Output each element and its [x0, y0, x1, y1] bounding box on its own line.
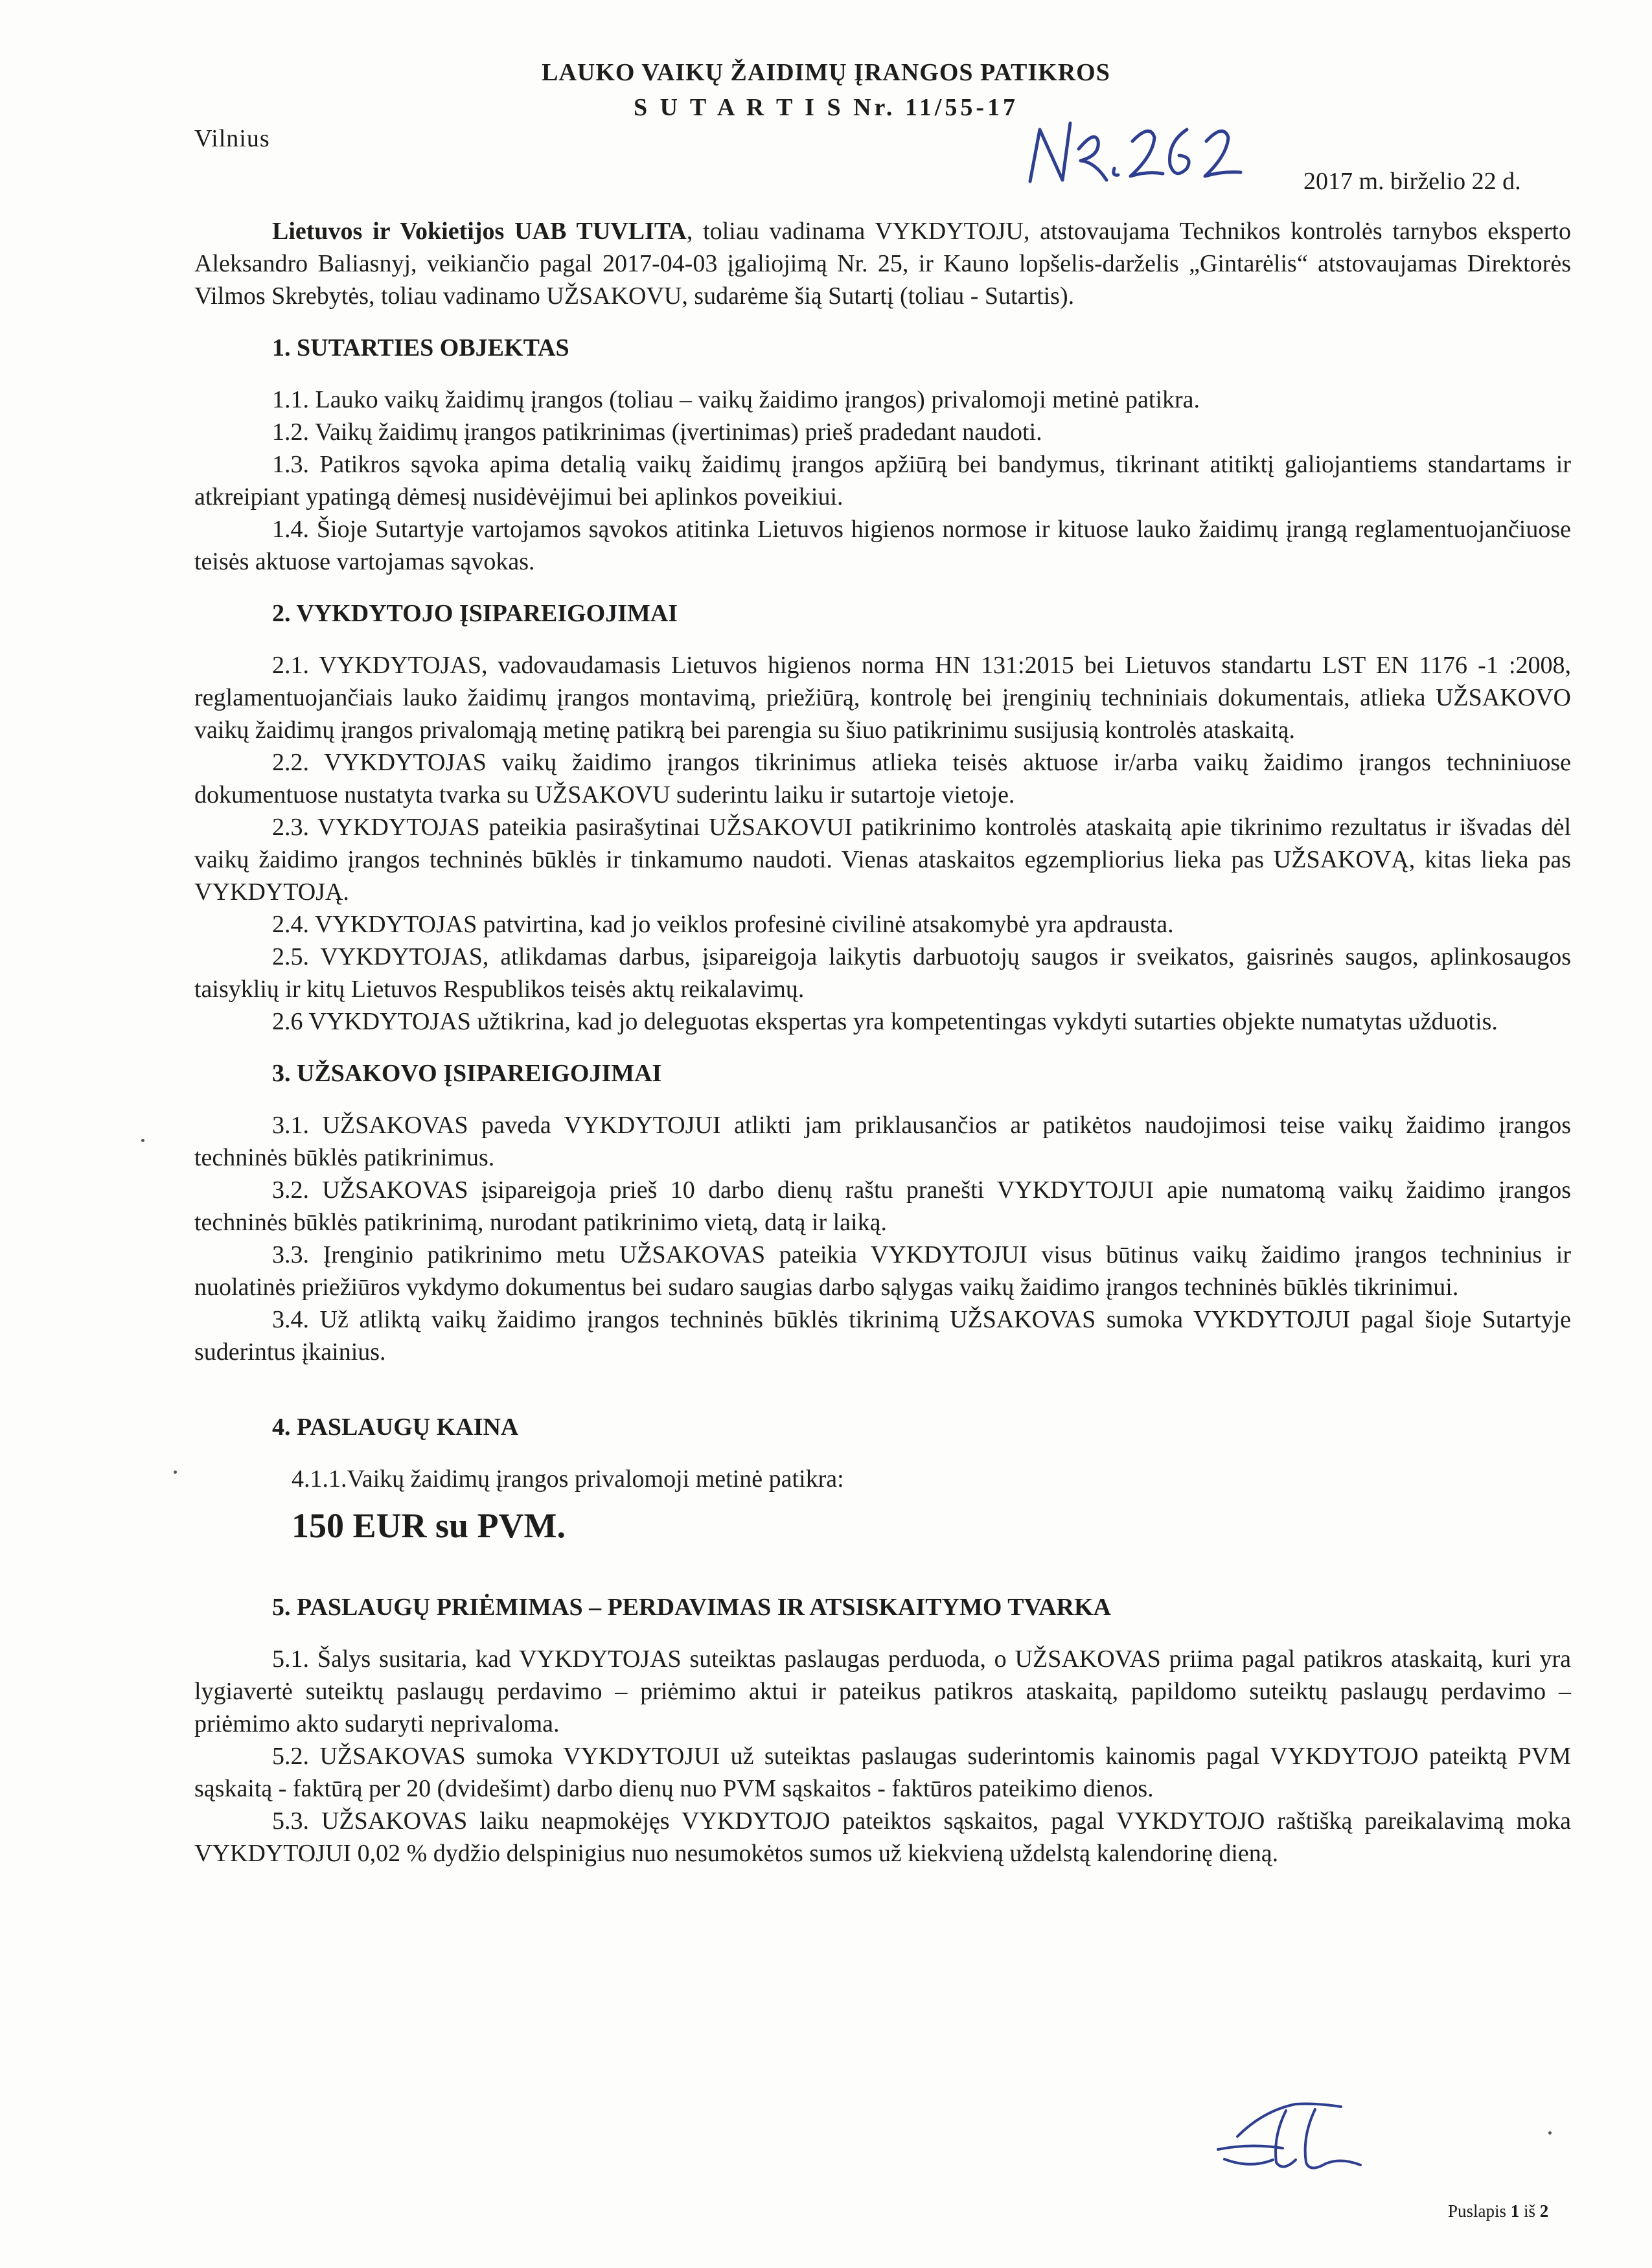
document-body: [194, 215, 1571, 1870]
clause-1-2: 1.2. Vaikų žaidimų įrangos patikrinimas (įvertinimas) prieš pradedant naudoti.: [272, 418, 1042, 446]
footer-page-word: Puslapis: [1448, 2201, 1507, 2221]
scan-speck: [174, 1471, 177, 1474]
clause-1-1: 1.1. Lauko vaikų žaidimų įrangos (toliau – vaikų žaidimo įrangos) privalomoji metinė patikra.: [272, 386, 1200, 413]
clause-2-2: 2.2. VYKDYTOJAS vaikų žaidimo įrangos tikrinimus atlieka teisės aktuose ir/arba vaikų žaidimo įrangos techniniuose dokumentuose nustatyta tvarka su UŽSAKOVU suderintu laiku ir sutartoje vietoje.: [194, 749, 1571, 808]
section-3-heading: 3. UŽSAKOVO ĮSIPAREIGOJIMAI: [272, 1060, 662, 1087]
price-line: 4.1.1.Vaikų žaidimų įrangos privalomoji metinė patikra:: [292, 1465, 844, 1493]
intro-paragraph: [194, 215, 1571, 312]
section-4-heading: 4. PASLAUGŲ KAINA: [272, 1414, 519, 1441]
clause-3-1: 3.1. UŽSAKOVAS paveda VYKDYTOJUI atlikti jam priklausančios ar patikėtos naudojimosi teise vaikų žaidimo įrangos techninės būklės patikrinimus.: [194, 1112, 1571, 1171]
handwritten-number: [1017, 104, 1263, 201]
clause-5-1: 5.1. Šalys susitaria, kad VYKDYTOJAS suteiktas paslaugas perduoda, o UŽSAKOVAS priima pagal patikros ataskaitą, kuri yra lygiavertė suteiktų paslaugų perdavimo – priėmimo aktui ir pateikus patikros ataskaitą, papildomo suteiktų paslaugų perdavimo – priėmimo akto sudaryti neprivaloma.: [194, 1645, 1571, 1737]
scan-speck: [141, 1139, 144, 1142]
clause-1-4: 1.4. Šioje Sutartyje vartojamos sąvokos atitinka Lietuvos higienos normose ir kituose lauko žaidimų įrangą reglamentuojančiuose teisės aktuose vartojamas sąvokas.: [194, 516, 1571, 575]
section-2-heading: 2. VYKDYTOJO ĮSIPAREIGOJIMAI: [272, 600, 678, 627]
document-title: LAUKO VAIKŲ ŽAIDIMŲ ĮRANGOS PATIKROS: [542, 59, 1110, 86]
city: Vilnius: [194, 125, 270, 152]
contract-date: 2017 m. birželio 22 d.: [1303, 168, 1521, 195]
clause-5-3: 5.3. UŽSAKOVAS laiku neapmokėjęs VYKDYTOJO pateiktos sąskaitos, pagal VYKDYTOJO raštišką pareikalavimą moka VYKDYTOJUI 0,02 % dydžio delspinigius nuo nesumokėtos sumos už kiekvieną uždelstą kalendorinę dieną.: [194, 1807, 1571, 1867]
scan-speck: [1548, 2131, 1552, 2135]
page-footer: [1448, 2201, 1548, 2221]
clause-5-2: 5.2. UŽSAKOVAS sumoka VYKDYTOJUI už suteiktas paslaugas suderintomis kainomis pagal VYKDYTOJO pateiktą PVM sąskaitą - faktūrą per 20 (dvidešimt) darbo dienų nuo PVM sąskaitos - faktūros pateikimo dienos.: [194, 1743, 1571, 1802]
clause-1-3: 1.3. Patikros sąvoka apima detalią vaikų žaidimų įrangos apžiūrą bei bandymus, tikrinant atitiktį galiojantiems standartams ir atkreipiant ypatingą dėmesį nusidėvėjimui bei aplinkos poveikiui.: [194, 451, 1571, 510]
clause-2-6: 2.6 VYKDYTOJAS užtikrina, kad jo deleguotas ekspertas yra kompetentingas vykdyti sutarties objekte numatytas užduotis.: [272, 1008, 1498, 1035]
intro-text: , toliau vadinama VYKDYTOJU, atstovaujama Technikos kontrolės tarnybos eksperto Aleksandro Baliasnyj, veikiančio pagal 2017-04-03 įgaliojimą Nr. 25, ir Kauno lopšelis-darželis „Gintarėlis“ atstovaujamas Direktorės Vilmos Skrebytės, toliau vadinamo UŽSAKOVU, sudarėme šią Sutartį (toliau - Sutartis).: [194, 218, 1571, 310]
contract-number: S U T A R T I S Nr. 11/55-17: [633, 94, 1019, 121]
clause-3-4: 3.4. Už atliktą vaikų žaidimo įrangos techninės būklės tikrinimą UŽSAKOVAS sumoka VYKDYTOJUI pagal šioje Sutartyje suderintus įkainius.: [194, 1306, 1571, 1366]
clause-3-3: 3.3. Įrenginio patikrinimo metu UŽSAKOVAS pateikia VYKDYTOJUI visus būtinus vaikų žaidimo įrangos techninius ir nuolatinės priežiūros vykdymo dokumentus bei sudaro saugias darbo sąlygas vaikų žaidimo įrangos techninės būklės tikrinimui.: [194, 1241, 1571, 1301]
footer-page-number: 1: [1510, 2201, 1520, 2221]
section-1-heading: 1. SUTARTIES OBJEKTAS: [272, 334, 569, 361]
clause-3-2: 3.2. UŽSAKOVAS įsipareigoja prieš 10 darbo dienų raštu pranešti VYKDYTOJUI apie numatomą vaikų žaidimo įrangos techninės būklės patikrinimą, nurodant patikrinimo vietą, datą ir laiką.: [194, 1176, 1571, 1236]
footer-page-total: 2: [1539, 2201, 1549, 2221]
executor-name: Lietuvos ir Vokietijos UAB TUVLITA: [272, 218, 687, 245]
signature: [1211, 2098, 1380, 2182]
clause-2-1: 2.1. VYKDYTOJAS, vadovaudamasis Lietuvos higienos norma HN 131:2015 bei Lietuvos standartu LST EN 1176 -1 :2008, reglamentuojančiais lauko žaidimų įrangos montavimą, priežiūrą, kontrolę bei įrenginių techniniais dokumentais, atlieka UŽSAKOVO vaikų žaidimų įrangos privalomąją metinę patikrą bei parengia su šiuo patikrinimu susijusią kontrolės ataskaitą.: [194, 652, 1571, 744]
clause-2-3: 2.3. VYKDYTOJAS pateikia pasirašytinai UŽSAKOVUI patikrinimo kontrolės ataskaitą apie tikrinimo rezultatus ir išvadas dėl vaikų žaidimo įrangos techninės būklės ir tinkamumo naudoti. Vienas ataskaitos egzempliorius lieka pas UŽSAKOVĄ, kitas lieka pas VYKDYTOJĄ.: [194, 814, 1571, 906]
section-5-heading: 5. PASLAUGŲ PRIĖMIMAS – PERDAVIMAS IR ATSISKAITYMO TVARKA: [272, 1594, 1111, 1621]
clause-2-5: 2.5. VYKDYTOJAS, atlikdamas darbus, įsipareigoja laikytis darbuotojų saugos ir sveikatos, gaisrinės saugos, aplinkosaugos taisyklių ir kitų Lietuvos Respublikos teisės aktų reikalavimų.: [194, 943, 1571, 1003]
clause-2-4: 2.4. VYKDYTOJAS patvirtina, kad jo veiklos profesinė civilinė atsakomybė yra apdrausta.: [272, 911, 1174, 938]
footer-of-word: iš: [1524, 2201, 1536, 2221]
price-value: 150 EUR su PVM.: [292, 1506, 566, 1545]
